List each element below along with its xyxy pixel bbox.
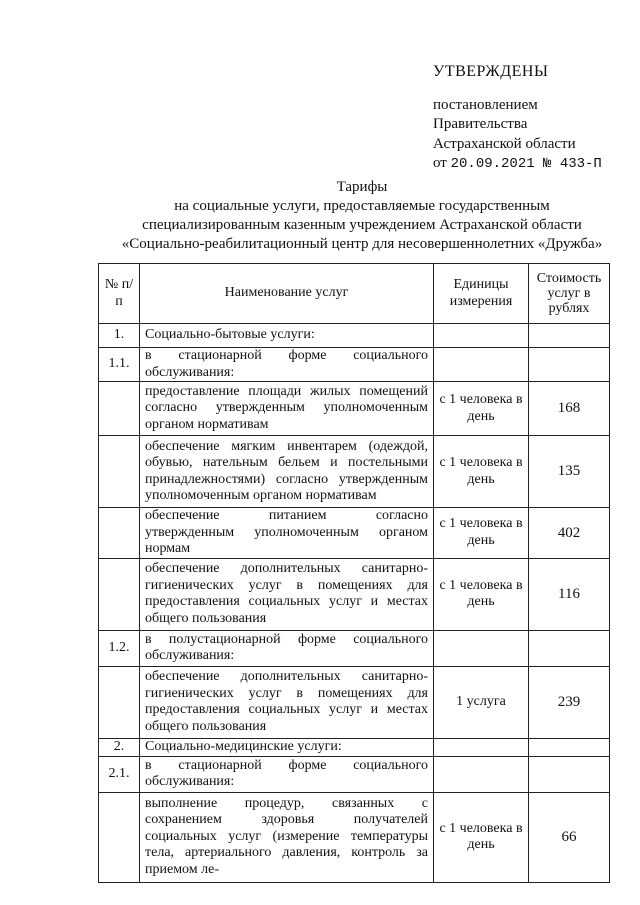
table-row bbox=[99, 558, 610, 630]
row-unit bbox=[434, 756, 529, 792]
row-name: Социально-бытовые услуги: bbox=[140, 324, 434, 348]
row-num: 2.1. bbox=[99, 756, 140, 792]
row-name: обеспечение дополнительных санитарно-гигиенических услуг в помещениях для предоставления социальных услуг и местах общего пользования bbox=[140, 666, 434, 738]
table-row bbox=[99, 508, 610, 559]
row-unit bbox=[434, 738, 529, 756]
row-unit: с 1 человека в день bbox=[434, 558, 529, 630]
row-num: 1.1. bbox=[99, 348, 140, 382]
row-name: обеспечение питанием согласно утвержденным уполномоченным органом нормам bbox=[140, 508, 434, 559]
row-num: 1.2. bbox=[99, 630, 140, 666]
row-unit: с 1 человека в день bbox=[434, 792, 529, 882]
header-num: № п/п bbox=[99, 264, 140, 324]
row-cost: 66 bbox=[529, 792, 610, 882]
header-cost: Стоимость услуг в рублях bbox=[529, 264, 610, 324]
row-name: обеспечение мягким инвентарем (одеждой, обувью, нательным бельем и постельными принадлежностями) согласно утвержденным уполномоченным органом нормативам bbox=[140, 436, 434, 508]
approval-date-value: 20.09.2021 № 433-П bbox=[450, 156, 602, 172]
row-cost: 135 bbox=[529, 436, 610, 508]
row-cost bbox=[529, 738, 610, 756]
table-row bbox=[99, 348, 610, 382]
row-num bbox=[99, 382, 140, 436]
row-num bbox=[99, 666, 140, 738]
row-cost: 402 bbox=[529, 508, 610, 559]
table-row bbox=[99, 756, 610, 792]
table-row bbox=[99, 630, 610, 666]
title-line-3: «Социально-реабилитационный центр для несовершеннолетних «Дружба» bbox=[121, 236, 603, 252]
row-num bbox=[99, 558, 140, 630]
row-name: в полустационарной форме социального обслуживания: bbox=[140, 630, 434, 666]
approval-line-3: Астраханской области bbox=[433, 135, 576, 152]
approval-line-2: Правительства bbox=[433, 116, 528, 132]
row-cost: 168 bbox=[529, 382, 610, 436]
approval-block bbox=[433, 62, 633, 175]
table-header-row bbox=[99, 264, 610, 324]
row-cost bbox=[529, 324, 610, 348]
header-unit: Единицы измерения bbox=[434, 264, 529, 324]
header-name: Наименование услуг bbox=[140, 264, 434, 324]
table-row bbox=[99, 382, 610, 436]
row-unit bbox=[434, 324, 529, 348]
row-unit bbox=[434, 348, 529, 382]
table-row bbox=[99, 436, 610, 508]
row-name: в стационарной форме социального обслуживания: bbox=[140, 348, 434, 382]
row-unit bbox=[434, 630, 529, 666]
approval-line-1: постановлением bbox=[433, 96, 538, 113]
approval-heading: УТВЕРЖДЕНЫ bbox=[433, 63, 549, 80]
row-cost: 116 bbox=[529, 558, 610, 630]
table-row bbox=[99, 738, 610, 756]
row-unit: с 1 человека в день bbox=[434, 382, 529, 436]
document-title bbox=[96, 178, 628, 254]
row-unit: 1 услуга bbox=[434, 666, 529, 738]
table-row bbox=[99, 666, 610, 738]
table-row bbox=[99, 792, 610, 882]
row-name: предоставление площади жилых помещений согласно утвержденным уполномоченным органом нормативам bbox=[140, 382, 434, 436]
row-unit: с 1 человека в день bbox=[434, 508, 529, 559]
row-num bbox=[99, 508, 140, 559]
tariffs-table bbox=[98, 263, 610, 883]
row-num bbox=[99, 792, 140, 882]
row-name: обеспечение дополнительных санитарно-гигиенических услуг в помещениях для предоставления социальных услуг и местах общего пользования bbox=[140, 558, 434, 630]
row-num: 2. bbox=[99, 738, 140, 756]
row-cost: 239 bbox=[529, 666, 610, 738]
row-num: 1. bbox=[99, 324, 140, 348]
row-name: Социально-медицинские услуги: bbox=[140, 738, 434, 756]
title-line-2: специализированным казенным учреждением Астраханской области bbox=[142, 217, 582, 233]
table-row bbox=[99, 324, 610, 348]
row-unit: с 1 человека в день bbox=[434, 436, 529, 508]
row-cost bbox=[529, 756, 610, 792]
title-heading: Тарифы bbox=[336, 179, 388, 195]
row-num bbox=[99, 436, 140, 508]
row-name: в стационарной форме социального обслуживания: bbox=[140, 756, 434, 792]
title-line-1: на социальные услуги, предоставляемые государственным bbox=[174, 198, 550, 214]
row-name: выполнение процедур, связанных с сохранением здоровья получателей социальных услуг (измерение температуры тела, артериального давления, контроль за приемом ле- bbox=[140, 792, 434, 882]
row-cost bbox=[529, 348, 610, 382]
approval-date-prefix: от bbox=[433, 155, 447, 171]
table-body bbox=[99, 324, 610, 883]
row-cost bbox=[529, 630, 610, 666]
approval-date-line bbox=[433, 154, 633, 175]
